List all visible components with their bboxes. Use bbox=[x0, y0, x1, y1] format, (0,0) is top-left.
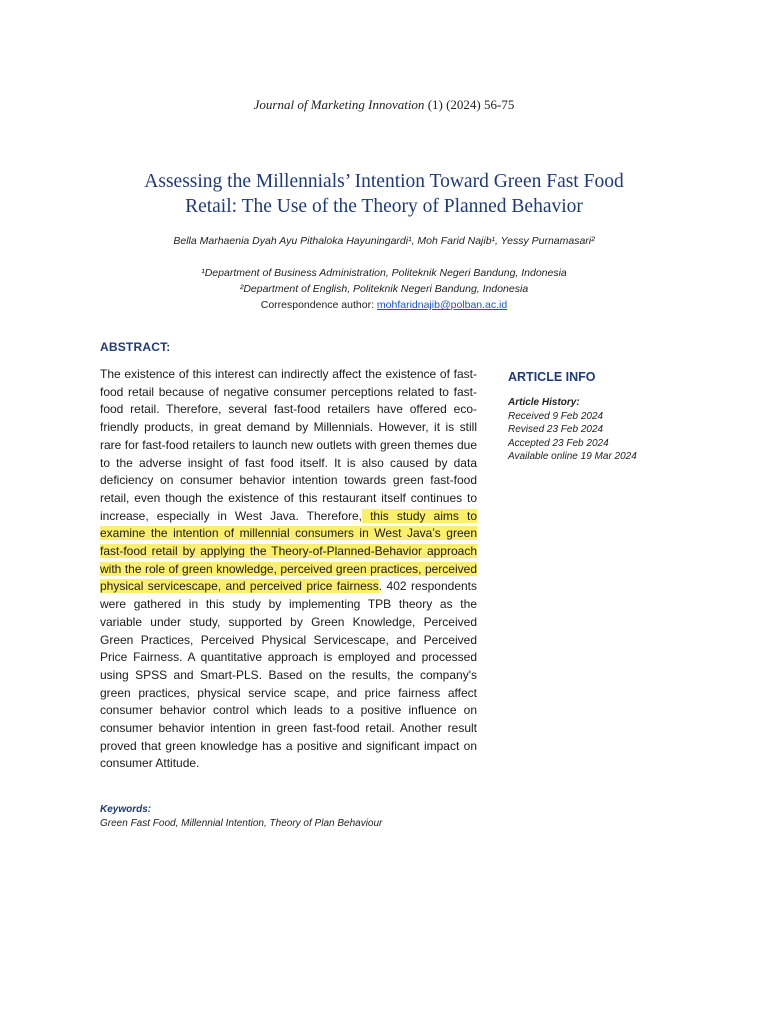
abstract-highlighted-text: this study aims to examine the intention of millennial consumers in West Java’s green fast-food retail by applying the Theory-of-Planned-Behavior approach with the role of green knowledge, perceived green practices, perceived physical servicescape, and perceived price fairness bbox=[100, 508, 477, 594]
received-date: Received 9 Feb 2024 bbox=[508, 410, 604, 422]
paper-title bbox=[80, 169, 688, 219]
abstract-heading: ABSTRACT: bbox=[100, 340, 171, 354]
abstract-text-before: The existence of this interest can indirectly affect the existence of fast-food retail because of negative consumer perceptions related to fast-food retail. Therefore, several fast-food retailers have offered eco-friendly products, in great demand by Millennials. However, it is still rare for fast-food retailers to launch new outlets with green themes due to the adverse insight of fast food itself. It is also caused by data deficiency on consumer behavior intention towards green fast-food retail, even though the existence of this restaurant itself continues to increase, especially in West Java. Therefore, bbox=[100, 367, 477, 523]
abstract-text bbox=[100, 366, 477, 773]
journal-citation bbox=[0, 97, 768, 113]
keywords-heading: Keywords: bbox=[100, 804, 152, 815]
keywords-text: Green Fast Food, Millennial Intention, Theory of Plan Behaviour bbox=[100, 818, 383, 829]
affiliation-1: ¹Department of Business Administration, Politeknik Negeri Bandung, Indonesia bbox=[201, 267, 567, 279]
article-history-label: Article History: bbox=[508, 397, 580, 408]
abstract-text-after: . 402 respondents were gathered in this study by implementing TPB theory as the variable under study, supported by Green Knowledge, Perceived Green Practices, Perceived Physical Servicescape, and Perceived Price Fairness. A quantitative approach is employed and processed using SPSS and Smart-PLS. Based on the results, the company's green practices, physical service scape, and price fairness affect consumer behavior control which leads to a positive influence on consumer behavior intention in green fast-food retail. Another result proved that green knowledge has a positive and significant impact on consumer Attitude. bbox=[100, 579, 477, 771]
accepted-date: Accepted 23 Feb 2024 bbox=[508, 437, 609, 449]
correspondence-line bbox=[0, 297, 768, 313]
article-history bbox=[508, 396, 708, 464]
journal-name: Journal of Marketing Innovation bbox=[253, 97, 425, 112]
correspondence-label: Correspondence author: bbox=[260, 299, 377, 311]
available-online-date: Available online 19 Mar 2024 bbox=[508, 451, 637, 463]
article-info-heading: ARTICLE INFO bbox=[508, 370, 596, 384]
affiliation-2: ²Department of English, Politeknik Negeri Bandung, Indonesia bbox=[239, 283, 529, 295]
author-list: Bella Marhaenia Dyah Ayu Pithaloka Hayuningardi¹, Moh Farid Najib¹, Yessy Purnamasari² bbox=[173, 235, 595, 247]
correspondence-email-link[interactable]: mohfaridnajib@polban.ac.id bbox=[376, 299, 508, 311]
affiliations bbox=[0, 265, 768, 313]
paper-title-line-2: Retail: The Use of the Theory of Planned Behavior bbox=[185, 196, 583, 217]
paper-title-line-1: Assessing the Millennials’ Intention Toward Green Fast Food bbox=[144, 171, 624, 192]
revised-date: Revised 23 Feb 2024 bbox=[508, 424, 604, 436]
journal-issue: (1) (2024) 56-75 bbox=[424, 97, 515, 112]
